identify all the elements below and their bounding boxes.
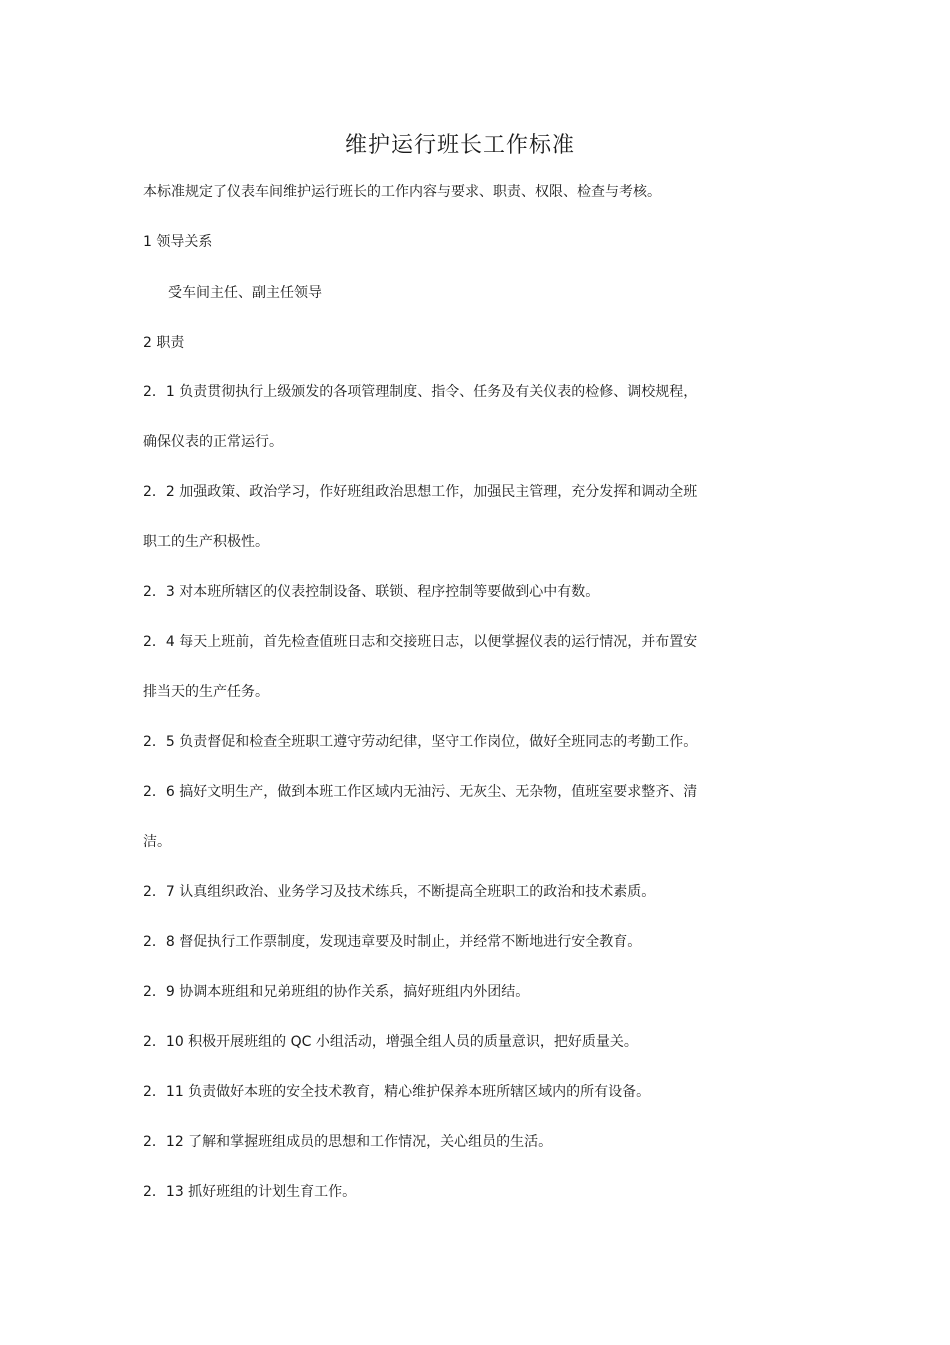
duty-line: 2．12 了解和掌握班组成员的思想和工作情况，关心组员的生活。 — [143, 1134, 553, 1150]
duty-line: 确保仪表的正常运行。 — [143, 434, 283, 450]
duty-line: 2．5 负责督促和检查全班职工遵守劳动纪律，坚守工作岗位，做好全班同志的考勤工作。 — [143, 734, 698, 750]
intro-paragraph: 本标准规定了仪表车间维护运行班长的工作内容与要求、职责、权限、检查与考核。 — [143, 184, 661, 200]
duty-line: 2．7 认真组织政治、业务学习及技术练兵，不断提高全班职工的政治和技术素质。 — [143, 884, 656, 900]
duty-line: 2．1 负责贯彻执行上级颁发的各项管理制度、指令、任务及有关仪表的检修、调校规程， — [143, 384, 698, 400]
duty-line: 2．8 督促执行工作票制度，发现违章要及时制止，并经常不断地进行安全教育。 — [143, 934, 642, 950]
duty-line: 2．4 每天上班前，首先检查值班日志和交接班日志，以便掌握仪表的运行情况，并布置安 — [143, 634, 698, 650]
duty-line: 排当天的生产任务。 — [143, 684, 269, 700]
section-heading-duties: 2 职责 — [143, 335, 185, 351]
duty-line: 洁。 — [143, 834, 171, 850]
duty-line: 职工的生产积极性。 — [143, 534, 269, 550]
duty-line: 2．3 对本班所辖区的仪表控制设备、联锁、程序控制等要做到心中有数。 — [143, 584, 600, 600]
duty-line: 2．11 负责做好本班的安全技术教育，精心维护保养本班所辖区域内的所有设备。 — [143, 1084, 651, 1100]
duty-line: 2．10 积极开展班组的 QC 小组活动，增强全组人员的质量意识，把好质量关。 — [143, 1034, 638, 1050]
duty-line: 2．2 加强政策、政治学习，作好班组政治思想工作，加强民主管理，充分发挥和调动全班 — [143, 484, 698, 500]
duty-line: 2．9 协调本班组和兄弟班组的协作关系，搞好班组内外团结。 — [143, 984, 530, 1000]
section-heading-leadership: 1 领导关系 — [143, 234, 213, 250]
section-body-leadership: 受车间主任、副主任领导 — [168, 285, 322, 301]
duty-line: 2．13 抓好班组的计划生育工作。 — [143, 1184, 357, 1200]
document-title: 维护运行班长工作标准 — [344, 133, 575, 158]
duty-line: 2．6 搞好文明生产，做到本班工作区域内无油污、无灰尘、无杂物，值班室要求整齐、清 — [143, 784, 698, 800]
